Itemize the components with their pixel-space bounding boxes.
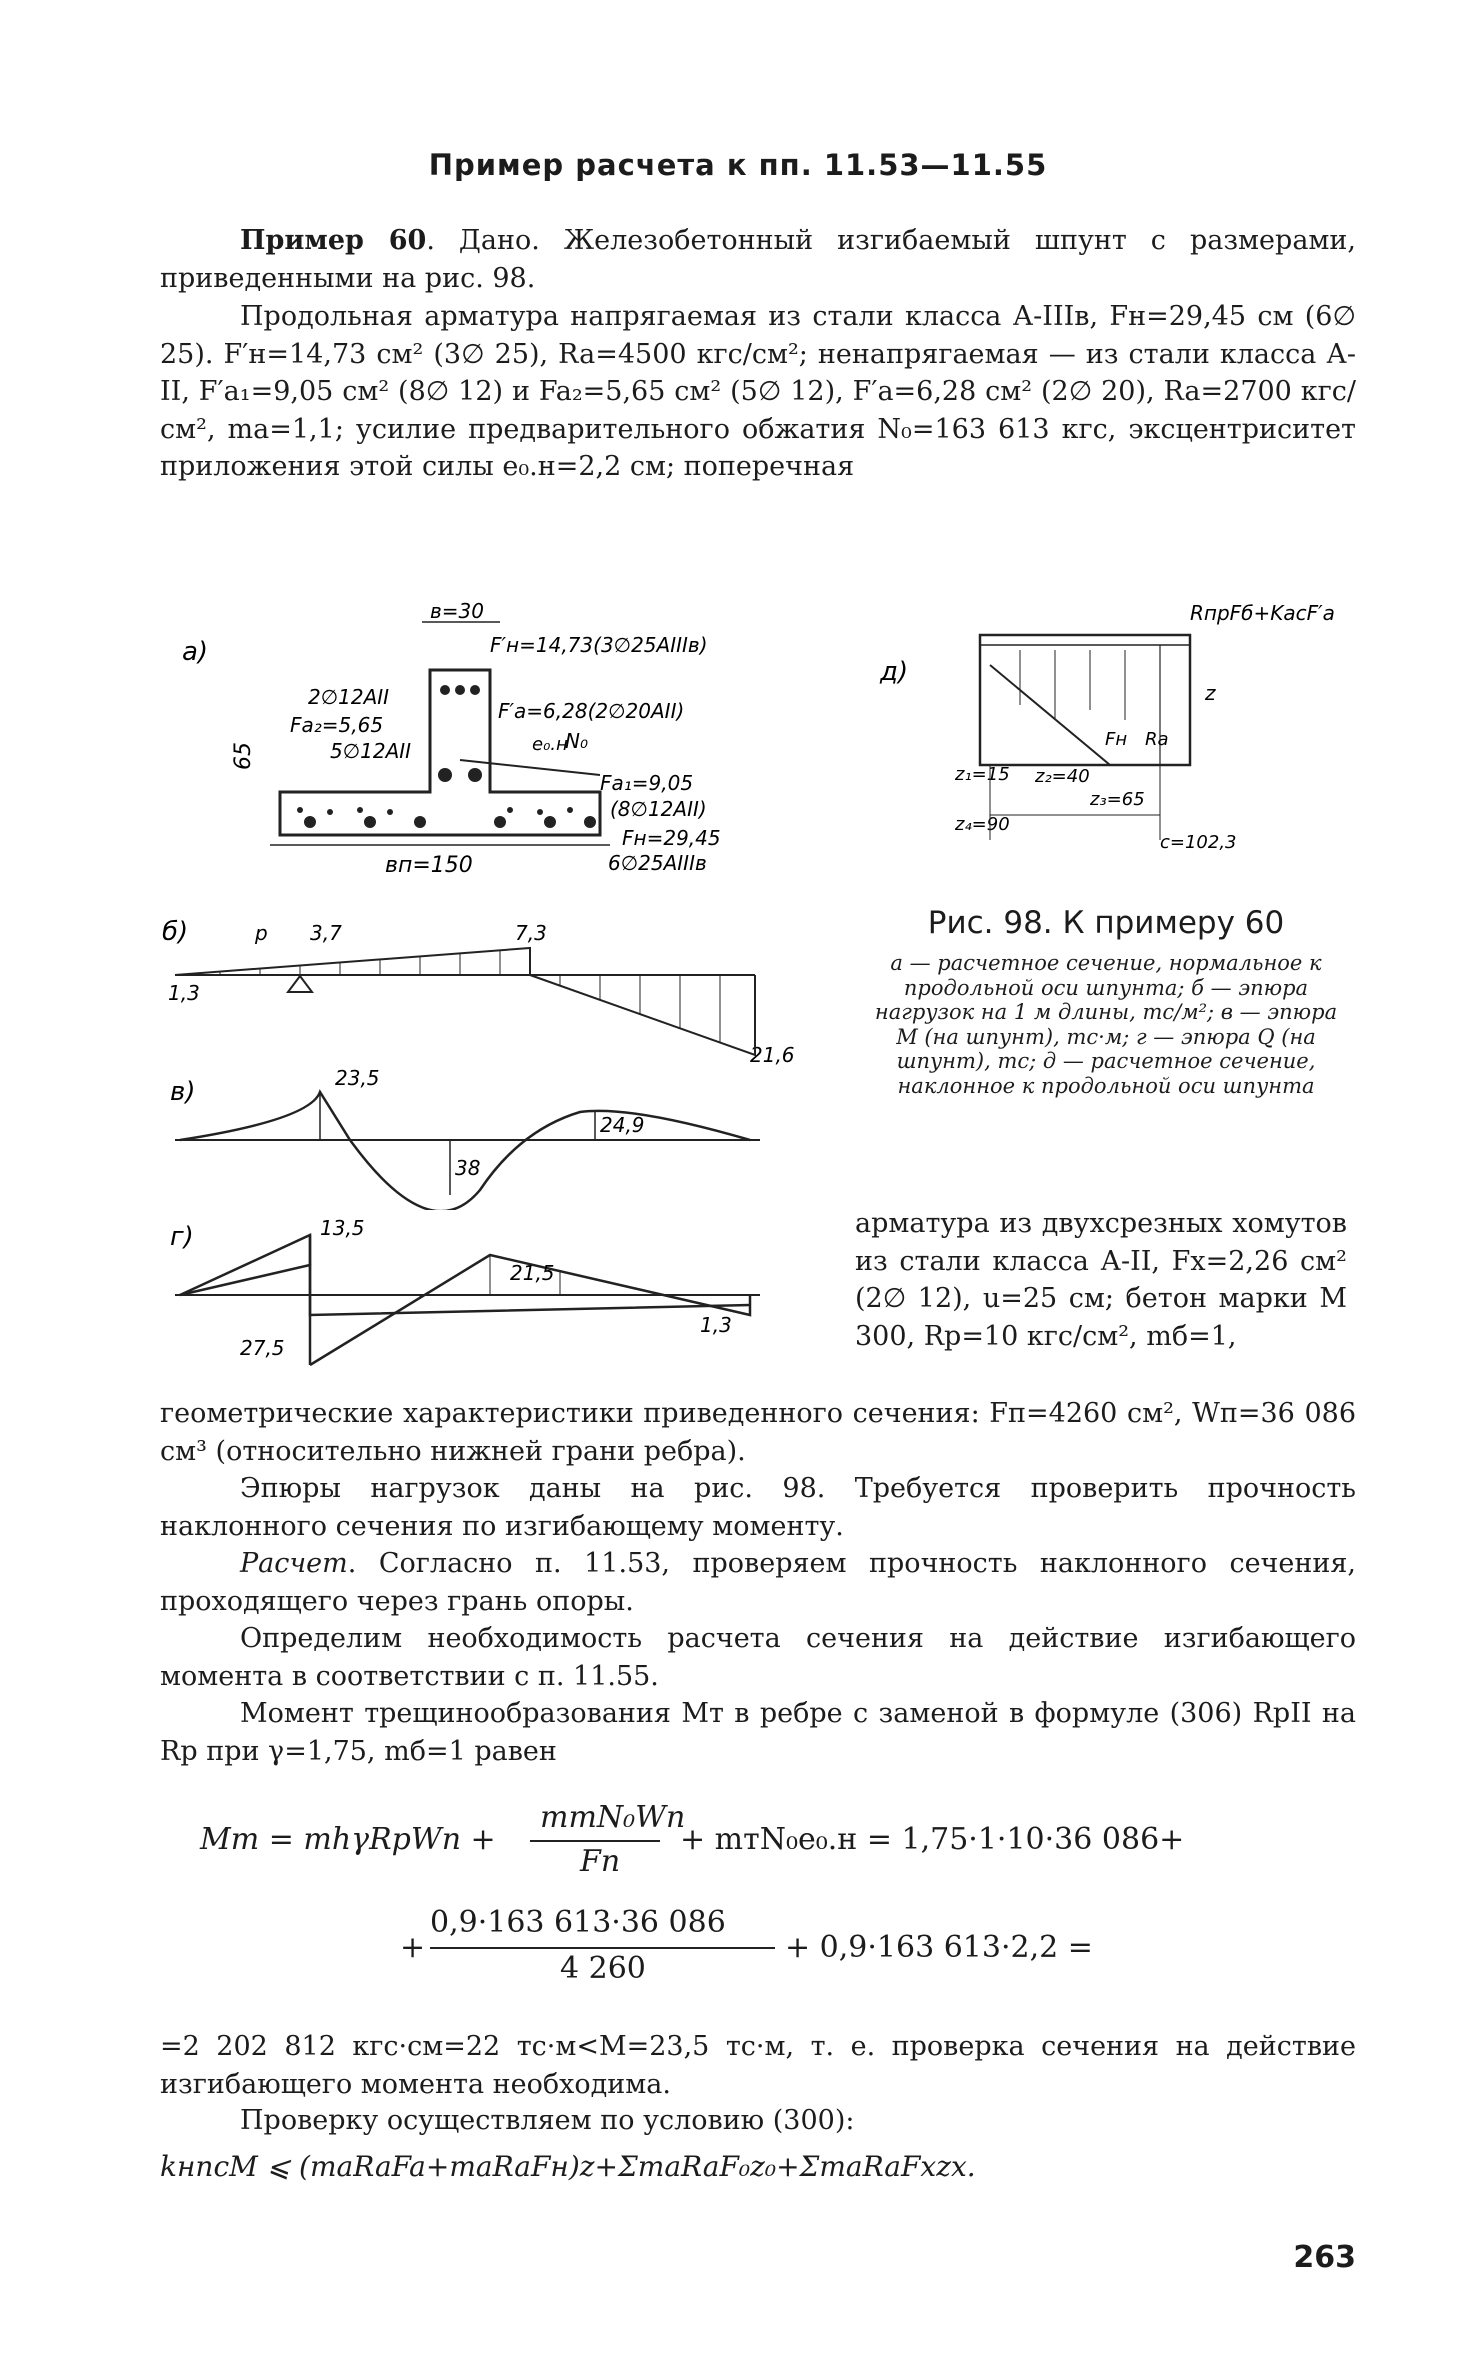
label-fh-top: F′н=14,73(3∅25AIIIв)	[490, 633, 708, 657]
label-top-force: RпрFб+KасF′а	[1190, 601, 1335, 625]
formula-1-right: + mтN₀e₀.н = 1,75·1·10·36 086+	[680, 1822, 1185, 1857]
tail-paragraph-2: Проверку осуществляем по условию (300):	[240, 2105, 855, 2136]
label-fa2: Fa₂=5,65	[290, 713, 384, 737]
formula-2	[400, 1905, 1200, 1995]
figure-d-section	[860, 590, 1340, 870]
side-text: арматура из двухсрезных хомутов из стали класса А-II, Fx=2,26 см² (2∅ 12), u=25 см; бетон марки М 300, Rр=10 кгс/см², mб=1,	[855, 1208, 1347, 1352]
figure-caption	[870, 905, 1342, 1098]
body-paragraph-4: Определим необходимость расчета сечения на действие изгибающего момента в соответствии с п. 11.55.	[160, 1623, 1356, 1692]
panel-c-label: в)	[170, 1077, 196, 1107]
label-c: c=102,3	[1160, 832, 1237, 853]
label-z2: z₂=40	[1035, 766, 1090, 787]
formula-2-plus: +	[400, 1930, 426, 1965]
panel-g-label: г)	[170, 1222, 194, 1252]
page-number: 263	[1293, 2240, 1356, 2275]
label-z1: z₁=15	[955, 764, 1010, 785]
body-paragraph-2: Эпюры нагрузок даны на рис. 98. Требуется проверить прочность наклонного сечения по изгибающему моменту.	[160, 1473, 1356, 1542]
label-g-135: 13,5	[320, 1216, 365, 1240]
figure-a-section	[160, 600, 760, 900]
body-paragraph-1: геометрические характеристики приведенного сечения: Fп=4260 см², Wп=36 086 см³ (относительно нижней грани ребра).	[160, 1398, 1356, 1467]
dim-h65: 65	[231, 742, 256, 770]
caption-body: а — расчетное сечение, нормальное к продольной оси шпунта; б — эпюра нагрузок на 1 м длины, тс/м²; в — эпюра М (на шпунт), тс·м; г — эпюра Q (на шпунт), тс; д — расчетное сечение, наклонное к продольной оси шпунта	[874, 951, 1338, 1098]
caption-head: Рис. 98. К примеру 60	[927, 905, 1285, 941]
tail-paragraph-1: =2 202 812 кгс·см=22 тс·м<M=23,5 тс·м, т. е. проверка сечения на действие изгибающего момента необходима.	[160, 2031, 1356, 2100]
formula-2-right: + 0,9·163 613·2,2 =	[785, 1930, 1093, 1965]
label-e0: e₀.н	[532, 734, 568, 755]
label-n0: N₀	[565, 729, 588, 753]
formula-3: kнncM ⩽ (maRaFa+maRaFн)z+ΣmaRaF₀z₀+ΣmaRaFxzx.	[160, 2150, 976, 2183]
panel-a-label: а)	[182, 637, 209, 667]
label-g-215: 21,5	[510, 1261, 555, 1285]
label-fa1b: (8∅12AII)	[610, 797, 707, 821]
label-g-13: 1,3	[700, 1313, 732, 1337]
figure-c-moment-diagram	[160, 1060, 780, 1210]
label-a2: 2∅12AII	[308, 685, 390, 709]
calc-text: . Согласно п. 11.53, проверяем прочность наклонного сечения, проходящего через грань опоры.	[160, 1548, 1356, 1617]
formula-2-numerator: 0,9·163 613·36 086	[430, 1905, 726, 1940]
figure-b-load-diagram	[160, 900, 800, 1070]
label-fh: Fн=29,45	[622, 826, 721, 850]
label-g-275: 27,5	[240, 1336, 285, 1360]
intro-paragraph-2: Продольная арматура напрягаемая из стали класса А-IIIв, Fн=29,45 см (6∅ 25). F′н=14,73 см² (3∅ 25), Ra=4500 кгс/см²; ненапрягаемая — из стали класса А-II, F′a₁=9,05 см² (8∅ 12) и Fa₂=5,65 см² (5∅ 12), F′a=6,28 см² (2∅ 20), Ra=2700 кгс/см², ma=1,1; усилие предварительного обжатия N₀=163 613 кгс, эксцентриситет приложения этой силы e₀.н=2,2 см; поперечная	[160, 301, 1356, 482]
intro-paragraph-1	[160, 222, 1356, 297]
formula-1-numerator: mтN₀Wп	[540, 1800, 686, 1835]
body-paragraph-3	[160, 1545, 1356, 1620]
label-fh2: 6∅25AIIIв	[608, 851, 707, 875]
label-ra-d: Ra	[1145, 729, 1169, 750]
figure-g-shear-diagram	[160, 1210, 780, 1380]
formula-1-left: Mт = mhγRрWп +	[200, 1822, 496, 1857]
body-paragraph-5: Момент трещинообразования Mт в ребре с заменой в формуле (306) RрII на Rр при γ=1,75, mб=1 равен	[160, 1698, 1356, 1767]
label-c-235: 23,5	[335, 1066, 380, 1090]
label-b-216: 21,6	[750, 1043, 795, 1067]
label-fa-prime: F′a=6,28(2∅20AII)	[498, 699, 685, 723]
calc-label: Расчет	[240, 1548, 348, 1579]
label-c-249: 24,9	[600, 1113, 645, 1137]
example-given-text: . Дано. Железобетонный изгибаемый шпунт с размерами, приведенными на рис. 98.	[160, 225, 1356, 294]
formula-1-denominator: Fп	[580, 1844, 621, 1879]
label-z4: z₄=90	[955, 814, 1010, 835]
panel-b-label: б)	[162, 917, 189, 947]
label-p: p	[255, 921, 268, 945]
dim-b30: в=30	[430, 600, 484, 623]
example-label: Пример 60	[240, 225, 427, 256]
label-b-13: 1,3	[168, 981, 200, 1005]
label-b-37: 3,7	[310, 921, 342, 945]
dim-bp: вп=150	[385, 853, 473, 878]
formula-1	[200, 1800, 1300, 1880]
label-z: z	[1205, 681, 1216, 705]
label-a5: 5∅12AII	[330, 739, 412, 763]
page-title: Пример расчета к пп. 11.53—11.55	[428, 148, 1048, 182]
label-fa1: Fa₁=9,05	[600, 771, 694, 795]
label-b-73: 7,3	[515, 921, 547, 945]
formula-2-denominator: 4 260	[560, 1951, 646, 1986]
label-fh-d: Fн	[1105, 729, 1128, 750]
panel-d-label: д)	[880, 657, 909, 687]
label-c-38: 38	[455, 1156, 481, 1180]
label-z3: z₃=65	[1090, 789, 1145, 810]
